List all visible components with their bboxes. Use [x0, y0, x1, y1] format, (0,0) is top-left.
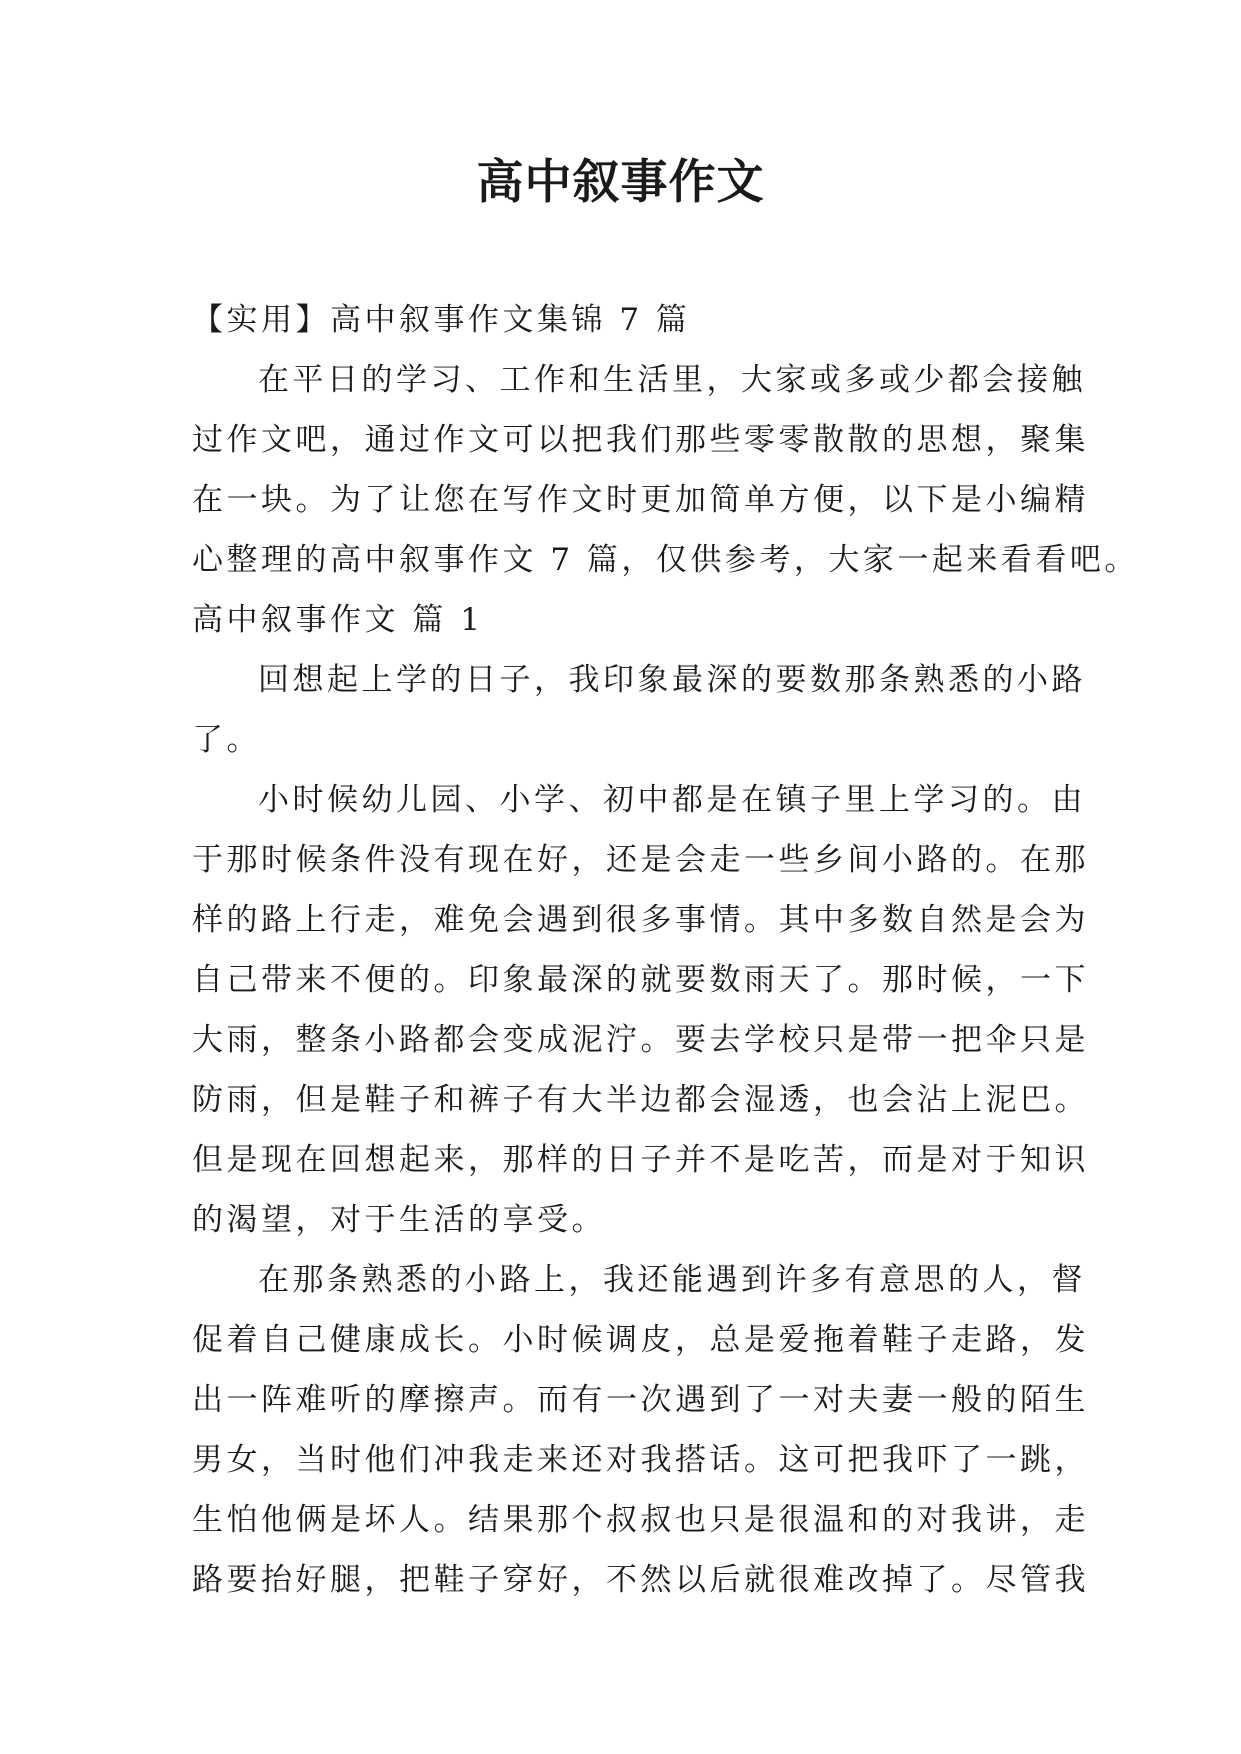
text-line: 回想起上学的日子，我印象最深的要数那条熟悉的小路	[258, 662, 1086, 698]
text-line: 小时候幼儿园、小学、初中都是在镇子里上学习的。由	[258, 782, 1086, 818]
text-line: 样的路上行走，难免会遇到很多事情。其中多数自然是会为	[192, 902, 1089, 938]
text-line: 生怕他俩是坏人。结果那个叔叔也只是很温和的对我讲，走	[192, 1502, 1089, 1538]
text-line: 心整理的高中叙事作文 7 篇，仅供参考，大家一起来看看吧。	[192, 542, 1139, 578]
text-line: 在那条熟悉的小路上，我还能遇到许多有意思的人，督	[258, 1262, 1086, 1298]
text-line: 路要抬好腿，把鞋子穿好，不然以后就很难改掉了。尽管我	[192, 1562, 1089, 1598]
page-title: 高中叙事作文	[476, 155, 765, 210]
text-line: 了。	[192, 722, 261, 758]
text-line: 大雨，整条小路都会变成泥泞。要去学校只是带一把伞只是	[192, 1022, 1089, 1058]
text-line: 但是现在回想起来，那样的日子并不是吃苦，而是对于知识	[192, 1142, 1089, 1178]
text-line: 出一阵难听的摩擦声。而有一次遇到了一对夫妻一般的陌生	[192, 1382, 1089, 1418]
text-line: 过作文吧，通过作文可以把我们那些零零散散的思想，聚集	[192, 422, 1089, 458]
document-body	[192, 290, 1139, 1610]
text-line: 【实用】高中叙事作文集锦 7 篇	[192, 302, 691, 338]
text-line: 男女，当时他们冲我走来还对我搭话。这可把我吓了一跳，	[192, 1442, 1089, 1478]
text-line: 于那时候条件没有现在好，还是会走一些乡间小路的。在那	[192, 842, 1089, 878]
text-line: 促着自己健康成长。小时候调皮，总是爱拖着鞋子走路，发	[192, 1322, 1089, 1358]
text-line: 在一块。为了让您在写作文时更加简单方便，以下是小编精	[192, 482, 1089, 518]
text-line: 自己带来不便的。印象最深的就要数雨天了。那时候，一下	[192, 962, 1089, 998]
section-heading: 高中叙事作文 篇 1	[192, 602, 484, 638]
text-line: 的渴望，对于生活的享受。	[192, 1202, 606, 1238]
text-line: 防雨，但是鞋子和裤子有大半边都会湿透，也会沾上泥巴。	[192, 1082, 1089, 1118]
text-line: 在平日的学习、工作和生活里，大家或多或少都会接触	[258, 362, 1086, 398]
